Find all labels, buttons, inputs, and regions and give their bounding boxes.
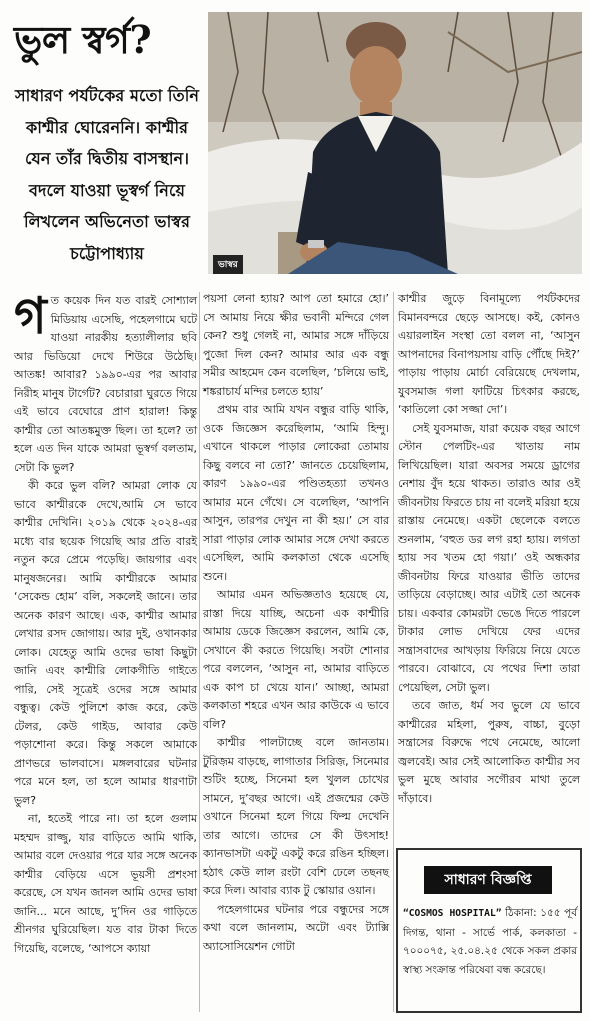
paragraph: কী করে ভুল বলি? আমরা লোক যে ভাবে কাশ্মীরকে দেখে,আমি সে ভাবে কাশ্মীর দেখিনি। ২০১৯ থেকে ২০২৪-এর মধ্যে বার ছয়েক গিয়েছি আর প্রতি বারই নতুন করে প্রেমে পড়েছি। জায়গার এবং মানুষজনের। আমি কাশ্মীরকে আমার ‘সেকেন্ড হোম’ বলি, সকলেই জানে। তার অনেক কারণ আছে। এক, কাশ্মীর আমার লেখার রসদ জোগায়। আর দুই, ওখানকার লোক। যেহেতু আমি ওদের ভাষা কিছুটা জানি এবং কাশ্মীরি লোকগীতি গাইতে পারি, সেই সূত্রেই ওদের সঙ্গে আমার বন্ধুত্ব। কেউ পুলিশে কাজ করে, কেউ টেলর, কেউ গাইড, আবার কেউ পড়াশোনা করে। কিন্তু সকলে আমাকে প্রাণভরে ভালবাসে। মঙ্গলবারের ঘটনার পরে মনে হল, তা হলে আমার ধারণাটা ভুল?: [14, 479, 197, 807]
paragraph: পহেলগামের ঘটনার পরে বন্ধুদের সঙ্গে কথা বলে জানলাম, অটো এবং ট্যাক্সি অ্যাসোসিয়েশন গোটা: [203, 902, 389, 953]
paragraph: ত কয়েক দিন যত বারই সোশ্যাল মিডিয়ায় এসেছি, পহেলগামে ঘটে যাওয়া নারকীয় হত্যালীলার ছবি আর ভিডিয়ো দেখে শিউরে উঠেছি। আতঙ্ক! আবার? ১৯৯০-এর পর আবার নিরীহ মানুষ টার্গেট? বেচারারা ঘুরতে গিয়ে এই ভাবে বেঘোরে প্রাণ হারাল! কিন্তু কাশ্মীর তো আতঙ্কমুক্ত ছিল। তা হলে? তা হলে এত দিন যাকে আমরা ভূস্বর্গ বলতাম, সেটা কি ভুল?: [14, 294, 197, 474]
column-rule: [393, 292, 394, 1012]
paragraph: সেই যুবসমাজ, যারা কয়েক বছর আগে স্টোন পেলটিং-এর খাতায় নাম লিখিয়েছিল। যারা অবসর সময়ে ড্রাগের নেশায় বুঁদ হয়ে থাকত। তারাও আর ওই জীবনটায় ফিরতে চায় না বলেই মরিয়া হয়ে রাস্তায় নেমেছে। একটা ছেলেকে বলতে শুনলাম, ‘বহুত ডর লগ রহা হ্যায়। লগতা হ্যায় সব খতম হো গয়া।’ ওই অন্ধকার জীবনটায় ফিরে যাওয়ার ভীতি তাদের তাড়িয়ে বেড়াচ্ছে। আর এটাই তো অনেক চায়। একবার কোমরটা ভেঙে দিতে পারলে টাকার লোভ দেখিয়ে ফের এদের সন্ত্রাসবাদের আখড়ায় ফিরিয়ে নিয়ে যেতে পারবে। বোঝাবে, যে পথের দিশা তারা পেয়েছিল, সেটা ভুল।: [398, 421, 580, 694]
notice-title: সাধারণ বিজ্ঞপ্তি: [424, 866, 552, 894]
column-rule: [199, 292, 200, 1012]
headline: ভুল স্বর্গ?: [14, 17, 152, 62]
paragraph: তবে জাত, ধর্ম সব ভুলে যে ভাবে কাশ্মীরের মহিলা, পুরুষ, বাচ্চা, বুড়ো সন্ত্রাসের বিরুদ্ধে পথে নেমেছে, আলো জ্বলবেই। আর সেই আলোকিত কাশ্মীর সব ভুল মুছে আবার সগৌরব মাথা তুলে দাঁড়াবে।: [398, 699, 580, 805]
hospital-name: “COSMOS HOSPITAL”: [403, 908, 502, 919]
paragraph: পয়সা লেনা হ্যায়? আপ তো হমারে হো।’ সে আমায় নিয়ে ক্ষীর ভবানী মন্দিরে গেল কেন? শুধু গেলই না, আমার সঙ্গে দাঁড়িয়ে পুজো দিল কেন? আমার আর এক বন্ধু সমীর আহমেদ কেন বলেছিল, ‘চলিয়ে ভাই, শঙ্করাচার্য মন্দির চলতে হ্যায়’: [203, 292, 389, 398]
article-column-3: [398, 290, 580, 808]
article-column-1: [14, 286, 197, 958]
article-column-2: [203, 290, 389, 956]
notice-body: [403, 904, 577, 979]
photo-caption: ভাস্বর: [213, 255, 243, 274]
paragraph: কাশ্মীর পালটাচ্ছে বলে জানতাম। টুরিজ়ম বাড়ছে, লাগাতার সিরিজ়, সিনেমার শুটিং হচ্ছে, সিনেমা হল খুলল চোখের সামনে, দু’বছর আগে। এই প্রজন্মের কেউ ওখানে সিনেমা হলে গিয়ে ফিল্ম দেখেনি তার আগে। তাদের সে কী উৎসাহ! ক্যানভাসটা একটু একটু করে রঙিন হচ্ছিল। হঠাৎ কেউ লাল রংটা বেশি ঢেলে তছনছ করে দিল। আবার ব্যাক টু স্কোয়ার ওয়ান।: [203, 736, 389, 897]
drop-cap: গ: [14, 286, 47, 345]
paragraph: কাশ্মীর জুড়ে বিনামূল্যে পর্যটকদের বিমানবন্দরে ছেড়ে আসছে। কই, কোনও এয়ারলাইন সংস্থা তো বলল না, ‘আসুন আপনাদের বিনাপয়সায় বাড়ি পৌঁছে দিই?’ পাড়ায় পাড়ায় মোর্চা বেরিয়েছে দেখলাম, যুবসমাজ গলা ফাটিয়ে চিৎকার করছে, ‘কাতিলো কো সজ্জা দো’।: [398, 292, 580, 416]
paragraph: না, হতেই পারে না। তা হলে গুলাম মহম্মদ রাজ্জু, যার বাড়িতে আমি থাকি, আমার বলে দেওয়ার পরে যার সঙ্গে অনেক কাশ্মীর বেড়িয়ে এসে ভূয়সী প্রশংসা করেছে, সে যখন জানল আমি ওদের ভাষা জানি... মনে আছে, দু’দিন ওর গাড়িতে শ্রীনগর ঘুরিয়েছিল। যত বার টাকা দিতে গিয়েছি, বলেছে, ‘আপসে ক্যায়া: [14, 812, 197, 955]
author-photo: [208, 12, 582, 274]
standfirst: সাধারণ পর্যটকের মতো তিনি কাশ্মীর ঘোরেননি। কাশ্মীর যেন তাঁর দ্বিতীয় বাসস্থান। বদলে যাওয়া ভূস্বর্গ নিয়ে লিখলেন অভিনেতা ভাস্বর চট্টোপাধ্যায়: [14, 86, 200, 263]
paragraph: আমার এমন অভিজ্ঞতাও হয়েছে যে, রাস্তা দিয়ে যাচ্ছি, অচেনা এক কাশ্মীরি আমায় ডেকে জিজ্ঞেস করলেন, আমি কে, সেখানে কী করতে গিয়েছি। সবটা শোনার পরে বললেন, ‘আসুন না, আমার বাড়িতে এক কাপ চা খেয়ে যান।’ আচ্ছা, আমরা কলকাতা শহরে এখন আর কাউকে এ ভাবে বলি?: [203, 588, 389, 731]
paragraph: প্রথম বার আমি যখন বন্ধুর বাড়ি থাকি, ওকে জিজ্ঞেস করেছিলাম, ‘আমি হিন্দু। এখানে থাকলে পাড়ার লোকেরা তোমায় কিছু বলবে না তো?’ জানতে চেয়েছিলাম, কারণ ১৯৯০-এর পণ্ডিতহত্যা তখনও আমার মনে গেঁথে। সে বলেছিল, ‘আপনি আসুন, তারপর দেখুন না কী হয়।’ সে বার সারা পাড়ার লোক আমার সঙ্গে দেখা করতে এসেছিল, আমি কলকাতা থেকে এসেছি শুনে।: [203, 403, 389, 583]
notice-text: ঠিকানা: ১৫৫ পূর্ব দিগন্ত, থানা - সার্ভে পার্ক, কলকাতা - ৭০০০৭৫, ২৫.০৪.২৫ থেকে সকল প্রকার স্বাস্থ্য সংক্রান্ত পরিষেবা বন্ধ করেছে।: [403, 907, 577, 976]
photo-illustration: [208, 12, 582, 274]
